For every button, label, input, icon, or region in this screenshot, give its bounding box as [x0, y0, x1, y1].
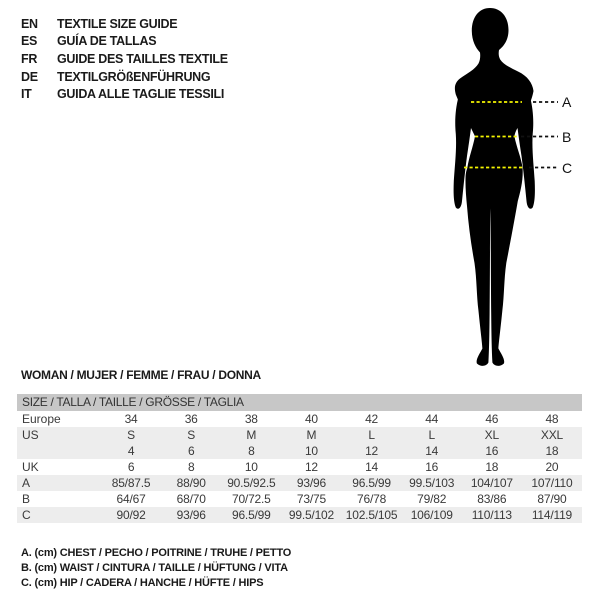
- size-cell: M: [246, 428, 257, 442]
- size-cell: 64/67: [116, 492, 146, 506]
- size-cell: 18: [545, 444, 559, 458]
- language-title: TEXTILGRÖßENFÜHRUNG: [57, 69, 211, 84]
- size-cell: 12: [365, 444, 379, 458]
- size-cell: 76/78: [357, 492, 387, 506]
- size-table-header: SIZE / TALLA / TAILLE / GRÖSSE / TAGLIA: [17, 394, 582, 411]
- size-cell: S: [187, 428, 196, 442]
- marker-letter-b: B: [562, 128, 572, 145]
- size-cell: 90.5/92.5: [227, 476, 276, 490]
- size-cell: XXL: [540, 428, 563, 442]
- size-cell: 18: [485, 460, 499, 474]
- size-cell: 90/92: [116, 508, 146, 522]
- size-cell: 48: [545, 412, 559, 426]
- language-row: [21, 85, 228, 103]
- row-label: B: [22, 492, 31, 506]
- language-title: TEXTILE SIZE GUIDE: [57, 16, 178, 31]
- language-title: GUIDA ALLE TAGLIE TESSILI: [57, 87, 225, 102]
- size-cell: 99.5/102: [288, 508, 334, 522]
- size-cell: 93/96: [176, 508, 206, 522]
- size-cell: M: [306, 428, 317, 442]
- language-row: [21, 33, 228, 51]
- language-title: GUÍA DE TALLAS: [57, 34, 157, 49]
- size-cell: 42: [365, 412, 379, 426]
- size-cell: 88/90: [176, 476, 206, 490]
- size-cell: 6: [127, 460, 135, 474]
- language-code: DE: [21, 69, 38, 84]
- size-cell: 68/70: [176, 492, 206, 506]
- row-label: [17, 443, 101, 459]
- measurement-notes: [21, 546, 291, 591]
- size-cell: 10: [244, 460, 258, 474]
- table-row: [17, 411, 582, 427]
- size-cell: 4: [127, 444, 135, 458]
- size-cell: 46: [485, 412, 499, 426]
- size-cell: 36: [184, 412, 198, 426]
- size-cell: 104/107: [470, 476, 513, 490]
- language-code: EN: [21, 16, 38, 31]
- measurement-note: B. (cm) WAIST / CINTURA / TAILLE / HÜFTUNG / VITA: [21, 562, 288, 574]
- woman-silhouette-figure: [388, 0, 592, 372]
- size-cell: 34: [124, 412, 138, 426]
- measurement-note: A. (cm) CHEST / PECHO / POITRINE / TRUHE / PETTO: [21, 547, 292, 559]
- table-row: [17, 491, 582, 507]
- size-cell: 83/86: [477, 492, 507, 506]
- size-cell: 6: [187, 444, 195, 458]
- size-cell: 14: [365, 460, 379, 474]
- size-cell: S: [127, 428, 135, 442]
- table-row: [17, 475, 582, 491]
- silhouette-body: [455, 8, 534, 366]
- row-label: US: [22, 428, 39, 442]
- language-row: [21, 15, 228, 33]
- size-cell: 10: [304, 444, 318, 458]
- size-cell: 93/96: [296, 476, 326, 490]
- size-cell: XL: [484, 428, 499, 442]
- table-row: [17, 443, 582, 459]
- marker-letter-a: A: [562, 94, 572, 110]
- size-cell: 96.5/99: [231, 508, 271, 522]
- size-cell: 16: [485, 444, 499, 458]
- row-label: C: [22, 508, 31, 522]
- measurement-note: C. (cm) HIP / CADERA / HANCHE / HÜFTE / HIPS: [21, 577, 264, 589]
- table-row: [17, 507, 582, 523]
- size-table: [17, 394, 582, 523]
- woman-heading: WOMAN / MUJER / FEMME / FRAU / DONNA: [21, 368, 261, 382]
- size-cell: 114/119: [531, 508, 573, 522]
- language-code: ES: [21, 34, 38, 49]
- table-row: [17, 459, 582, 475]
- size-cell: 102.5/105: [345, 508, 398, 522]
- size-cell: 85/87.5: [111, 476, 151, 490]
- marker-letter-c: C: [562, 159, 573, 176]
- size-cell: 73/75: [296, 492, 326, 506]
- size-cell: L: [428, 428, 435, 442]
- size-cell: 87/90: [537, 492, 567, 506]
- size-cell: 12: [304, 460, 318, 474]
- row-label: UK: [22, 460, 39, 474]
- size-cell: 38: [244, 412, 258, 426]
- language-list: [21, 15, 228, 103]
- size-cell: 70/72.5: [231, 492, 271, 506]
- size-cell: 16: [425, 460, 439, 474]
- size-cell: 96.5/99: [352, 476, 391, 490]
- language-code: IT: [21, 87, 32, 102]
- woman-silhouette: [454, 8, 535, 366]
- table-row: [17, 427, 582, 443]
- size-cell: 20: [545, 460, 559, 474]
- size-cell: 107/110: [531, 476, 573, 490]
- size-cell: 99.5/103: [409, 476, 455, 490]
- language-title: GUIDE DES TAILLES TEXTILE: [57, 51, 228, 66]
- size-cell: 8: [248, 444, 255, 458]
- size-cell: L: [368, 428, 375, 442]
- row-label: Europe: [22, 412, 61, 426]
- language-code: FR: [21, 51, 38, 66]
- language-row: [21, 50, 228, 68]
- language-row: [21, 68, 228, 86]
- size-cell: 40: [304, 412, 318, 426]
- size-cell: 44: [425, 412, 439, 426]
- size-cell: 79/82: [417, 492, 447, 506]
- size-cell: 8: [187, 460, 195, 474]
- size-cell: 110/113: [471, 508, 512, 522]
- row-label: A: [22, 476, 31, 490]
- size-table-body: [17, 411, 582, 523]
- size-cell: 106/109: [410, 508, 453, 522]
- size-cell: 14: [425, 444, 439, 458]
